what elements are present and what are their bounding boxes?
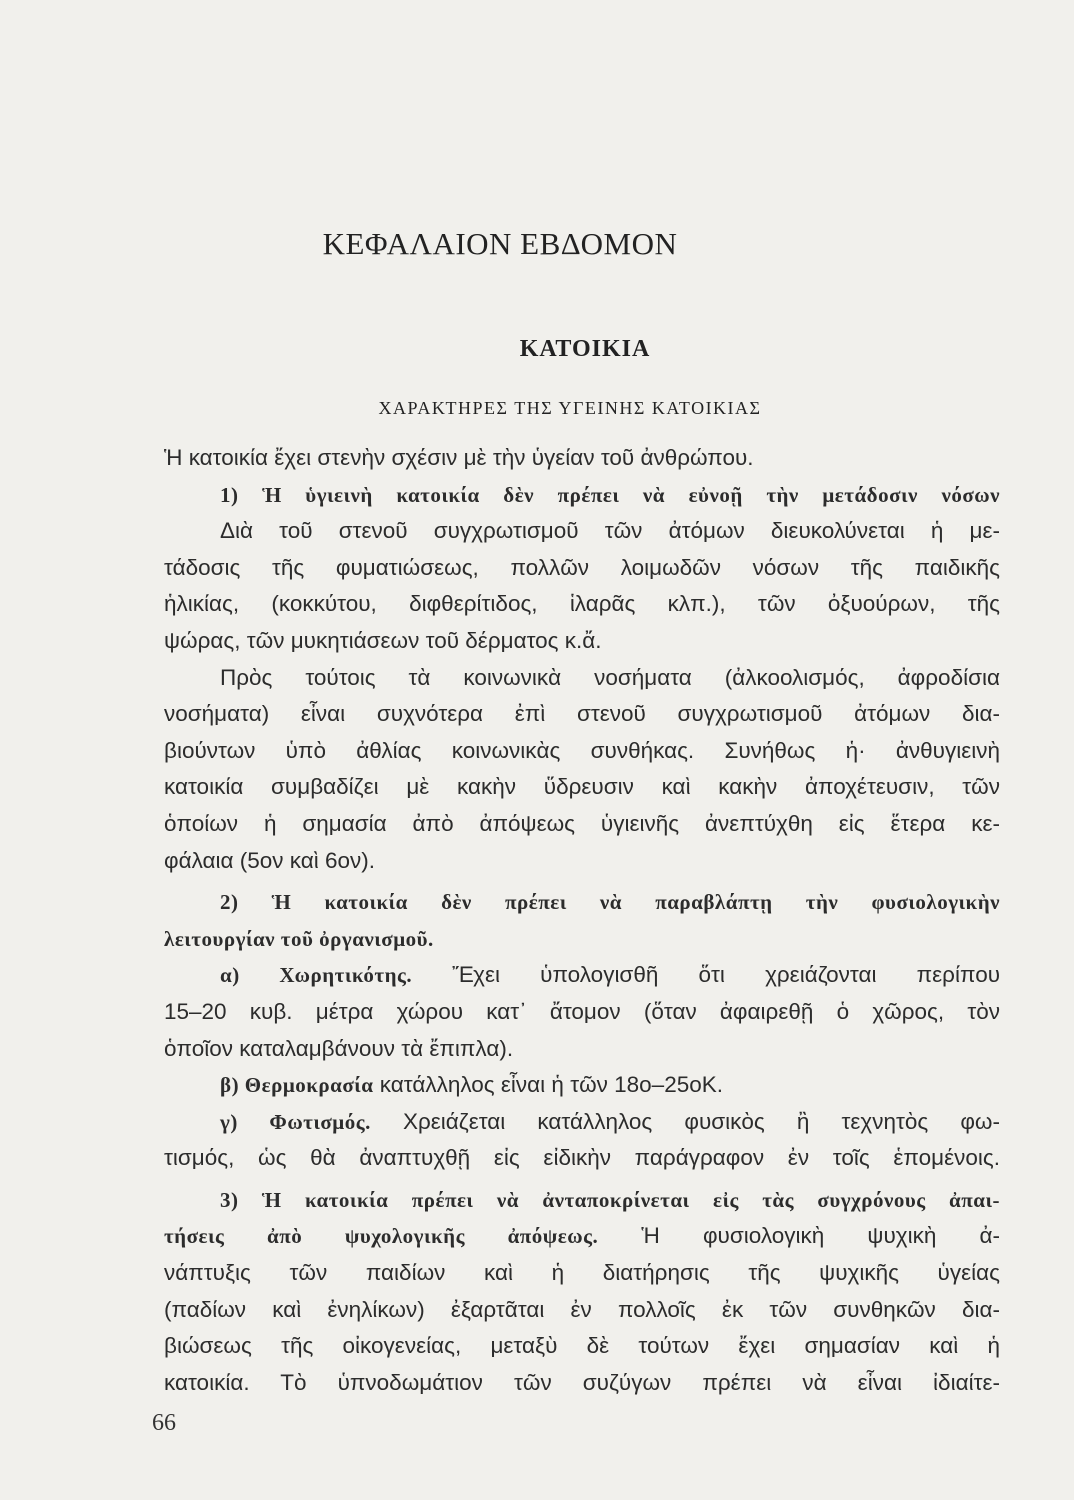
heading-3-cont: τήσεις ἀπὸ ψυχολογικῆς ἀπόψεως. [164, 1224, 599, 1249]
text-line: ὁποῖον καταλαμβάνουν τὰ ἔπιπλα). [164, 1035, 514, 1061]
item-c-line [164, 1104, 1000, 1141]
text-line: κατοικία. Τὸ ὑπνοδωμάτιον τῶν συζύγων πρέπει νὰ εἶναι ἰδιαίτε- [164, 1369, 1000, 1395]
section-title: ΚΑΤΟΙΚΙΑ [519, 336, 651, 362]
item-b-line [164, 1067, 1000, 1104]
page-number: 66 [152, 1410, 176, 1436]
text-line: ψώρας, τῶν μυκητιάσεων τοῦ δέρματος κ.ἄ. [164, 627, 602, 653]
text-line: ἡλικίας, (κοκκύτου, διφθερίτιδος, ἱλαρᾶς κλπ.), τῶν ὀξυούρων, τῆς [164, 591, 1000, 617]
item-c-text: Χρειάζεται κατάλληλος φυσικὸς ἢ τεχνητὸς φω- [402, 1108, 1000, 1134]
text-line: 15–20 κυβ. μέτρα χώρου κατ᾽ ἄτομον (ὅταν ἀφαιρεθῇ ὁ χῶρος, τὸν [164, 998, 1000, 1024]
text-line: τάδοσις τῆς φυματιώσεως, πολλῶν λοιμωδῶν νόσων τῆς παιδικῆς [164, 554, 1000, 580]
text-line: νάπτυξις τῶν παιδίων καὶ ἡ διατήρησις τῆς ψυχικῆς ὑγείας [164, 1260, 1000, 1286]
text-line: Διὰ τοῦ στενοῦ συγχρωτισμοῦ τῶν ἀτόμων διευκολύνεται ἡ με- [220, 518, 1000, 544]
item-b-label: β) Θερμοκρασία [220, 1073, 374, 1098]
text-line: νοσήματα) εἶναι συχνότερα ἐπὶ στενοῦ συγχρωτισμοῦ ἀτόμων δια- [164, 701, 1000, 727]
item-a-text: Ἔχει ὑπολογισθῆ ὅτι χρειάζονται περίπου [452, 962, 1001, 988]
text-span: Ἡ φυσιολογικὴ ψυχικὴ ἀ- [641, 1223, 1000, 1249]
text-line: Πρὸς τούτοις τὰ κοινωνικὰ νοσήματα (ἀλκοολισμός, ἀφροδίσια [220, 664, 1000, 690]
heading-3-cont-line [164, 1218, 1000, 1255]
section-subtitle: ΧΑΡΑΚΤΗΡΕΣ ΤΗΣ ΥΓΕΙΝΗΣ ΚΑΤΟΙΚΙΑΣ [378, 398, 762, 418]
text-line: (παδίων καὶ ἐνηλίκων) ἐξαρτᾶται ἐν πολλοῖς ἐκ τῶν συνθηκῶν δια- [164, 1296, 1000, 1322]
item-c-label: γ) Φωτισμός. [220, 1109, 371, 1134]
text-line: ὁποίων ἡ σημασία ἀπὸ ἀπόψεως ὑγιεινῆς ἀνεπτύχθη εἰς ἕτερα κε- [164, 810, 1000, 836]
heading-2: 2) Ἡ κατοικία δὲν πρέπει νὰ παραβλάπτῃ τὴν φυσιολογικὴν [220, 890, 1000, 915]
intro-line: Ἡ κατοικία ἔχει στενὴν σχέσιν μὲ τὴν ὑγείαν τοῦ ἀνθρώπου. [164, 445, 754, 470]
heading-3: 3) Ἡ κατοικία πρέπει νὰ ἀνταποκρίνεται εἰς τὰς συγχρόνους ἀπαι- [220, 1187, 1000, 1212]
text-line: φάλαια (5ον καὶ 6ον). [164, 847, 376, 873]
text-line: τισμός, ὡς θὰ ἀναπτυχθῇ εἰς εἰδικὴν παράγραφον ἐν τοῖς ἑπομένοις. [164, 1145, 1000, 1171]
item-b-text: κατάλληλος εἶναι ἡ τῶν 18ο–25οΚ. [379, 1072, 723, 1098]
body-text [164, 440, 1000, 1401]
item-a-line [164, 957, 1000, 994]
text-line: βιούντων ὑπὸ ἀθλίας κοινωνικὰς συνθήκας. Συνήθως ἡ· ἀνθυγιεινὴ [164, 737, 1000, 763]
chapter-heading: ΚΕΦΑΛΑΙΟΝ ΕΒΔΟΜΟΝ [322, 226, 678, 261]
item-a-label: α) Χωρητικότης. [220, 963, 413, 988]
text-line: βιώσεως τῆς οἰκογενείας, μεταξὺ δὲ τούτων ἔχει σημασίαν καὶ ἡ [164, 1333, 1000, 1359]
text-line: κατοικία συμβαδίζει μὲ κακὴν ὕδρευσιν καὶ κακὴν ἀποχέτευσιν, τῶν [164, 774, 1000, 800]
heading-1: 1) Ἡ ὑγιεινὴ κατοικία δὲν πρέπει νὰ εὐνοῇ τὴν μετάδοσιν νόσων [220, 482, 1000, 507]
heading-2-cont: λειτουργίαν τοῦ ὀργανισμοῦ. [164, 926, 434, 951]
